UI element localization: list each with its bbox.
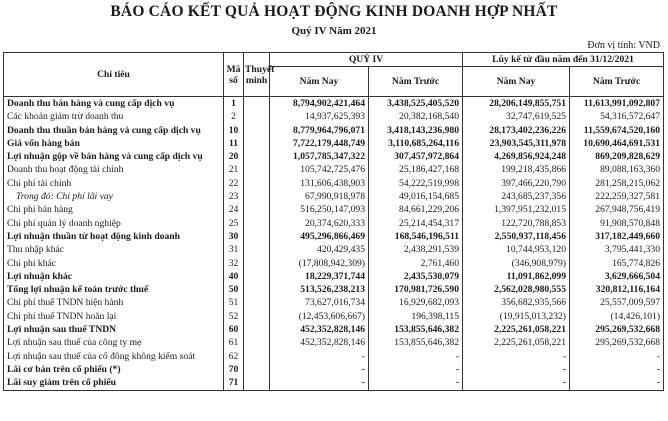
row-ytd-previous: 3,629,666,504 bbox=[570, 270, 664, 283]
row-label: Doanh thu bán hàng và cung cấp dịch vụ bbox=[4, 97, 224, 111]
row-quarter-previous: 170,981,726,590 bbox=[369, 283, 463, 296]
row-code: 70 bbox=[224, 363, 244, 376]
row-label: Lợi nhuận sau thuế TNDN bbox=[4, 323, 224, 336]
row-quarter-previous: 20,382,168,540 bbox=[369, 111, 463, 124]
row-quarter-current: 18,229,371,744 bbox=[270, 270, 369, 283]
row-label: Giá vốn hàng bán bbox=[4, 137, 224, 150]
row-ytd-current: 2,562,028,980,555 bbox=[463, 283, 570, 296]
header-ma-so: Mã số bbox=[224, 53, 244, 97]
row-quarter-previous: 3,438,525,405,520 bbox=[369, 97, 463, 111]
row-label: Chi phí thuế TNDN hoãn lại bbox=[4, 310, 224, 323]
row-ytd-previous: 295,269,532,668 bbox=[570, 337, 664, 350]
row-quarter-previous: - bbox=[369, 350, 463, 363]
row-note bbox=[244, 350, 270, 363]
row-note bbox=[244, 323, 270, 336]
row-code: 10 bbox=[224, 124, 244, 137]
row-ytd-current: (19,915,013,232) bbox=[463, 310, 570, 323]
row-note bbox=[244, 297, 270, 310]
row-quarter-current: 495,296,866,469 bbox=[270, 230, 369, 243]
row-ytd-current: 4,269,856,924,248 bbox=[463, 150, 570, 163]
row-ytd-current: 243,685,237,356 bbox=[463, 190, 570, 203]
row-ytd-current: - bbox=[463, 350, 570, 363]
row-quarter-previous: 168,546,196,511 bbox=[369, 230, 463, 243]
row-quarter-current: 516,250,147,093 bbox=[270, 204, 369, 217]
row-quarter-current: (17,808,942,309) bbox=[270, 257, 369, 270]
row-note bbox=[244, 337, 270, 350]
row-code: 51 bbox=[224, 297, 244, 310]
row-ytd-previous: 222,259,327,581 bbox=[570, 190, 664, 203]
statement-rows bbox=[4, 97, 664, 391]
row-note bbox=[244, 164, 270, 177]
row-ytd-current: 28,173,402,236,226 bbox=[463, 124, 570, 137]
table-row bbox=[4, 350, 664, 363]
report-period: Quý IV Năm 2021 bbox=[291, 25, 377, 37]
row-ytd-previous: 25,557,009,597 bbox=[570, 297, 664, 310]
table-row bbox=[4, 97, 664, 111]
row-note bbox=[244, 190, 270, 203]
header-y-nam-truoc: Năm Trước bbox=[570, 67, 664, 97]
row-ytd-previous: 11,613,991,092,807 bbox=[570, 97, 664, 111]
row-quarter-current: 8,779,964,796,071 bbox=[270, 124, 369, 137]
row-note bbox=[244, 270, 270, 283]
table-row bbox=[4, 323, 664, 336]
row-note bbox=[244, 363, 270, 376]
table-row bbox=[4, 230, 664, 243]
row-quarter-current: 8,794,902,421,464 bbox=[270, 97, 369, 111]
row-note bbox=[244, 177, 270, 190]
row-note bbox=[244, 377, 270, 391]
table-row bbox=[4, 297, 664, 310]
row-ytd-current: 397,466,220,790 bbox=[463, 177, 570, 190]
row-code: 2 bbox=[224, 111, 244, 124]
row-quarter-current: 452,352,828,146 bbox=[270, 337, 369, 350]
row-code: 52 bbox=[224, 310, 244, 323]
row-quarter-current: - bbox=[270, 350, 369, 363]
table-row bbox=[4, 111, 664, 124]
currency-unit: Đơn vị tính: VND bbox=[587, 40, 660, 51]
row-ytd-current: - bbox=[463, 377, 570, 391]
row-ytd-previous: 89,088,163,360 bbox=[570, 164, 664, 177]
header-y-nam-nay: Năm Nay bbox=[463, 67, 570, 97]
table-row bbox=[4, 204, 664, 217]
row-ytd-current: 11,091,862,099 bbox=[463, 270, 570, 283]
row-quarter-current: - bbox=[270, 377, 369, 391]
row-quarter-previous: 2,435,530,079 bbox=[369, 270, 463, 283]
row-ytd-current: - bbox=[463, 363, 570, 376]
row-label: Chi phí quản lý doanh nghiệp bbox=[4, 217, 224, 230]
row-ytd-current: 122,720,788,853 bbox=[463, 217, 570, 230]
table-row bbox=[4, 270, 664, 283]
row-code: 50 bbox=[224, 283, 244, 296]
row-label: Lợi nhuận thuần từ hoạt động kinh doanh bbox=[4, 230, 224, 243]
row-quarter-current: 420,429,435 bbox=[270, 244, 369, 257]
table-row bbox=[4, 310, 664, 323]
row-note bbox=[244, 97, 270, 111]
row-ytd-current: 199,218,435,866 bbox=[463, 164, 570, 177]
row-note bbox=[244, 204, 270, 217]
row-code: 61 bbox=[224, 337, 244, 350]
row-label: Chi phí khác bbox=[4, 257, 224, 270]
row-quarter-previous: 49,016,154,685 bbox=[369, 190, 463, 203]
row-quarter-current: - bbox=[270, 363, 369, 376]
header-q-nam-nay: Năm Nay bbox=[270, 67, 369, 97]
row-code: 25 bbox=[224, 217, 244, 230]
row-code: 62 bbox=[224, 350, 244, 363]
row-code: 30 bbox=[224, 230, 244, 243]
row-note bbox=[244, 137, 270, 150]
row-ytd-previous: 10,690,464,691,531 bbox=[570, 137, 664, 150]
row-note bbox=[244, 283, 270, 296]
row-quarter-previous: 3,110,685,264,116 bbox=[369, 137, 463, 150]
table-row bbox=[4, 150, 664, 163]
row-ytd-previous: 165,774,826 bbox=[570, 257, 664, 270]
row-quarter-current: 1,057,785,347,322 bbox=[270, 150, 369, 163]
header-thuyet-minh: Thuyết minh bbox=[244, 53, 270, 97]
row-note bbox=[244, 124, 270, 137]
row-code: 22 bbox=[224, 177, 244, 190]
row-quarter-previous: 307,457,972,864 bbox=[369, 150, 463, 163]
row-note bbox=[244, 244, 270, 257]
row-quarter-current: (12,453,606,667) bbox=[270, 310, 369, 323]
row-quarter-previous: 3,418,143,236,980 bbox=[369, 124, 463, 137]
table-row bbox=[4, 217, 664, 230]
row-note bbox=[244, 217, 270, 230]
row-label: Chi phí bán hàng bbox=[4, 204, 224, 217]
row-ytd-current: 2,550,937,118,456 bbox=[463, 230, 570, 243]
table-row bbox=[4, 137, 664, 150]
row-quarter-current: 73,627,016,734 bbox=[270, 297, 369, 310]
row-quarter-current: 67,990,918,978 bbox=[270, 190, 369, 203]
income-statement-table bbox=[3, 52, 664, 391]
table-row bbox=[4, 257, 664, 270]
row-code: 21 bbox=[224, 164, 244, 177]
row-ytd-previous: - bbox=[570, 377, 664, 391]
row-label: Các khoản giảm trừ doanh thu bbox=[4, 111, 224, 124]
row-quarter-current: 131,606,438,903 bbox=[270, 177, 369, 190]
row-note bbox=[244, 230, 270, 243]
row-ytd-current: 23,903,545,311,978 bbox=[463, 137, 570, 150]
row-quarter-previous: 84,661,229,206 bbox=[369, 204, 463, 217]
table-row bbox=[4, 337, 664, 350]
row-quarter-previous: 2,438,291,539 bbox=[369, 244, 463, 257]
row-ytd-current: 2,225,261,058,221 bbox=[463, 337, 570, 350]
row-ytd-current: 2,225,261,058,221 bbox=[463, 323, 570, 336]
report-title: BÁO CÁO KẾT QUẢ HOẠT ĐỘNG KINH DOANH HỢP NHẤT bbox=[110, 3, 558, 20]
row-quarter-previous: 196,398,115 bbox=[369, 310, 463, 323]
row-ytd-current: 10,744,953,120 bbox=[463, 244, 570, 257]
row-label: Thu nhập khác bbox=[4, 244, 224, 257]
row-ytd-current: 28,206,149,855,751 bbox=[463, 97, 570, 111]
row-ytd-previous: 3,795,441,330 bbox=[570, 244, 664, 257]
row-quarter-previous: 54,222,519,998 bbox=[369, 177, 463, 190]
row-note bbox=[244, 257, 270, 270]
row-quarter-previous: 16,929,682,093 bbox=[369, 297, 463, 310]
row-label: Lợi nhuận sau thuế của cổ đông không kiểm soát bbox=[4, 350, 224, 363]
table-row bbox=[4, 363, 664, 376]
row-code: 1 bbox=[224, 97, 244, 111]
row-ytd-previous: 267,948,756,419 bbox=[570, 204, 664, 217]
row-code: 32 bbox=[224, 257, 244, 270]
row-code: 20 bbox=[224, 150, 244, 163]
row-code: 60 bbox=[224, 323, 244, 336]
row-quarter-current: 14,937,625,393 bbox=[270, 111, 369, 124]
row-label: Chi phí thuế TNDN hiện hành bbox=[4, 297, 224, 310]
row-quarter-previous: 25,214,454,317 bbox=[369, 217, 463, 230]
row-code: 11 bbox=[224, 137, 244, 150]
row-quarter-previous: 153,855,646,382 bbox=[369, 323, 463, 336]
table-row bbox=[4, 124, 664, 137]
row-quarter-previous: 153,855,646,382 bbox=[369, 337, 463, 350]
row-ytd-current: 356,682,935,566 bbox=[463, 297, 570, 310]
table-row bbox=[4, 177, 664, 190]
table-row bbox=[4, 377, 664, 391]
table-row bbox=[4, 164, 664, 177]
row-code: 24 bbox=[224, 204, 244, 217]
header-chi-tieu: Chỉ tiêu bbox=[4, 53, 224, 97]
row-quarter-previous: 2,761,460 bbox=[369, 257, 463, 270]
row-ytd-previous: 91,908,570,848 bbox=[570, 217, 664, 230]
row-ytd-previous: 11,559,674,520,160 bbox=[570, 124, 664, 137]
row-code: 40 bbox=[224, 270, 244, 283]
row-ytd-current: 1,397,951,232,015 bbox=[463, 204, 570, 217]
row-label: Lãi suy giảm trên cổ phiếu bbox=[4, 377, 224, 391]
row-label: Tổng lợi nhuận kế toán trước thuế bbox=[4, 283, 224, 296]
row-note bbox=[244, 150, 270, 163]
header-luy-ke: Lũy kế từ đầu năm đến 31/12/2021 bbox=[463, 53, 664, 67]
row-ytd-previous: - bbox=[570, 363, 664, 376]
row-ytd-previous: 281,258,215,062 bbox=[570, 177, 664, 190]
row-quarter-current: 452,352,828,146 bbox=[270, 323, 369, 336]
row-ytd-current: (346,908,979) bbox=[463, 257, 570, 270]
row-ytd-previous: - bbox=[570, 350, 664, 363]
table-row bbox=[4, 244, 664, 257]
row-label: Lợi nhuận sau thuế của công ty mẹ bbox=[4, 337, 224, 350]
row-code: 71 bbox=[224, 377, 244, 391]
row-ytd-previous: 869,209,828,629 bbox=[570, 150, 664, 163]
row-ytd-previous: 295,269,532,668 bbox=[570, 323, 664, 336]
row-ytd-previous: 54,316,572,647 bbox=[570, 111, 664, 124]
row-quarter-previous: - bbox=[369, 363, 463, 376]
row-code: 23 bbox=[224, 190, 244, 203]
row-label: Doanh thu thuần bán hàng và cung cấp dịch vụ bbox=[4, 124, 224, 137]
row-note bbox=[244, 111, 270, 124]
row-note bbox=[244, 310, 270, 323]
row-ytd-previous: 320,812,116,164 bbox=[570, 283, 664, 296]
row-quarter-previous: 25,186,427,168 bbox=[369, 164, 463, 177]
table-row bbox=[4, 190, 664, 203]
row-quarter-current: 7,722,179,448,749 bbox=[270, 137, 369, 150]
row-code: 31 bbox=[224, 244, 244, 257]
table-row bbox=[4, 283, 664, 296]
row-label: Lợi nhuận gộp về bán hàng và cung cấp dịch vụ bbox=[4, 150, 224, 163]
row-quarter-previous: - bbox=[369, 377, 463, 391]
row-label: Lãi cơ bản trên cổ phiếu (*) bbox=[4, 363, 224, 376]
row-ytd-previous: 317,182,449,660 bbox=[570, 230, 664, 243]
row-label: Doanh thu hoạt động tài chính bbox=[4, 164, 224, 177]
row-label: Chi phí tài chính bbox=[4, 177, 224, 190]
row-quarter-current: 105,742,725,476 bbox=[270, 164, 369, 177]
row-ytd-previous: (14,426,101) bbox=[570, 310, 664, 323]
header-q-nam-truoc: Năm Trước bbox=[369, 67, 463, 97]
row-label: Trong đó: Chi phí lãi vay bbox=[4, 190, 224, 203]
row-ytd-current: 32,747,619,525 bbox=[463, 111, 570, 124]
row-quarter-current: 513,526,238,213 bbox=[270, 283, 369, 296]
header-quy-iv: QUÝ IV bbox=[270, 53, 463, 67]
row-quarter-current: 20,374,620,333 bbox=[270, 217, 369, 230]
row-label: Lợi nhuận khác bbox=[4, 270, 224, 283]
